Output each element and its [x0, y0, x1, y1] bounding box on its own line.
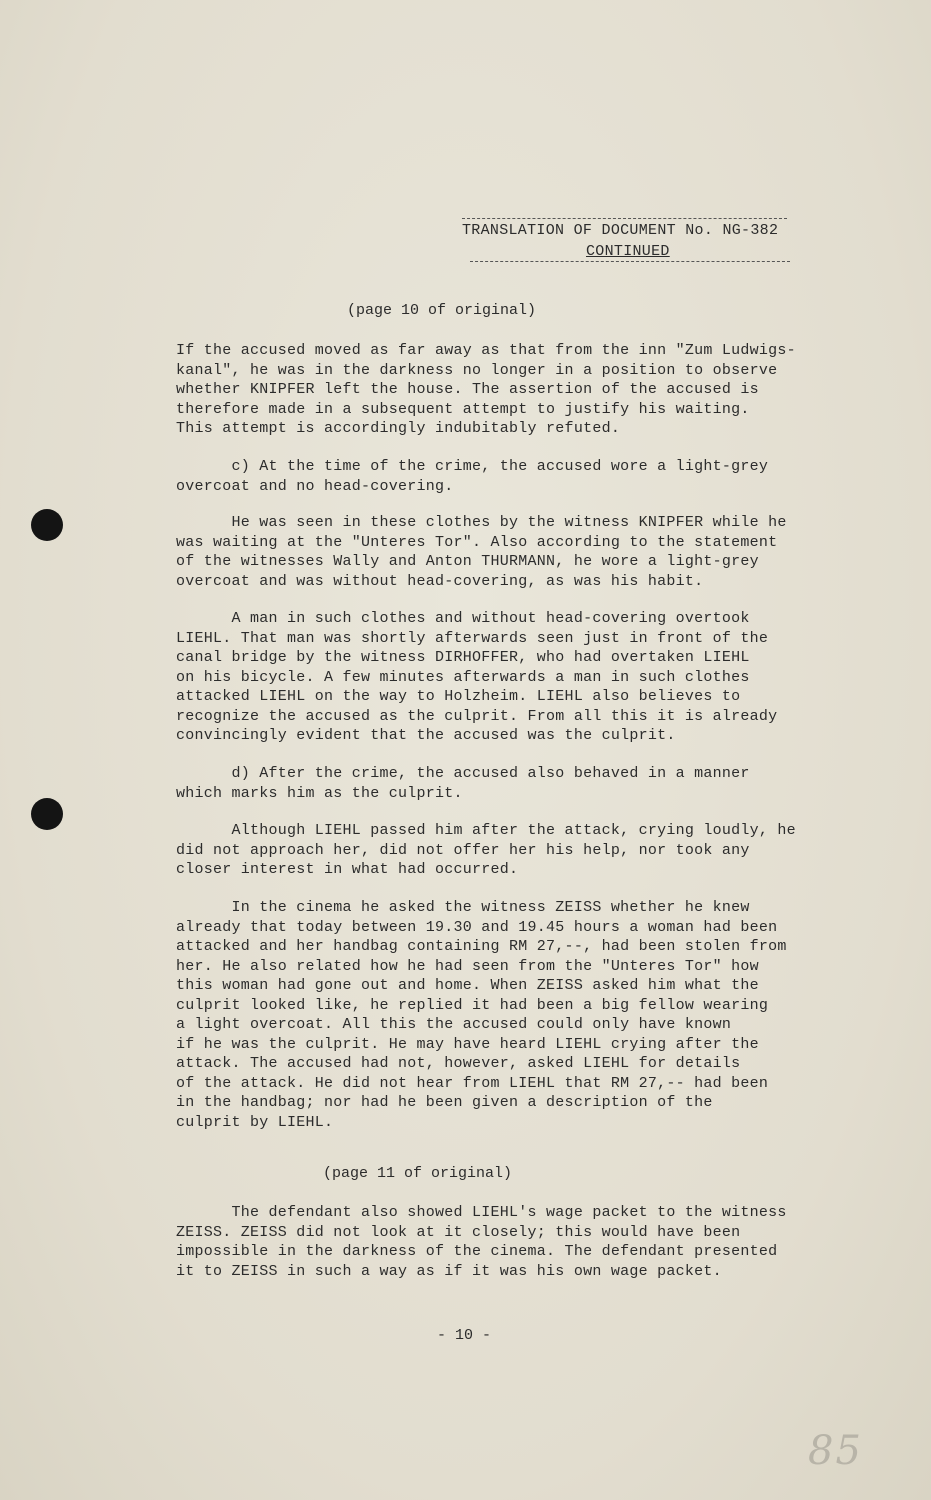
page-reference-11: (page 11 of original): [323, 1165, 513, 1182]
text-line: In the cinema he asked the witness ZEISS whether he knew: [176, 899, 750, 916]
text-line: which marks him as the culprit.: [176, 784, 463, 802]
paragraph-last: [176, 1203, 826, 1281]
text-line: LIEHL. That man was shortly afterwards seen just in front of the: [176, 629, 769, 647]
text-line: canal bridge by the witness DIRHOFFER, who had overtaken LIEHL: [176, 649, 750, 666]
text-line: He was seen in these clothes by the witness KNIPFER while he: [176, 514, 787, 531]
text-line: overcoat and was without head-covering, as was his habit.: [176, 572, 704, 590]
text-line: culprit by LIEHL.: [176, 1113, 334, 1131]
paragraph-3: [176, 513, 826, 591]
text-line: was waiting at the "Unteres Tor". Also according to the statement: [176, 533, 778, 551]
text-line: attack. The accused had not, however, asked LIEHL for details: [176, 1055, 741, 1072]
text-line: whether KNIPFER left the house. The assertion of the accused is: [176, 381, 759, 398]
text-line: it to ZEISS in such a way as if it was his own wage packet.: [176, 1262, 722, 1280]
header-rule-bottom: [470, 261, 790, 262]
document-header: [462, 222, 792, 260]
text-line: did not approach her, did not offer her his help, nor took any: [176, 841, 750, 859]
paragraph-d: [176, 764, 826, 803]
text-line: If the accused moved as far away as that from the inn "Zum Ludwigs-: [176, 342, 796, 359]
paragraph-1: [176, 341, 826, 439]
text-line: convincingly evident that the accused was the culprit.: [176, 727, 676, 744]
text-line: of the attack. He did not hear from LIEHL that RM 27,-- had been: [176, 1074, 769, 1092]
paragraph-6: [176, 821, 826, 880]
punch-hole-bottom: [31, 798, 63, 830]
text-line: recognize the accused as the culprit. From all this it is already: [176, 707, 778, 725]
page-reference-10: (page 10 of original): [347, 302, 537, 319]
text-line: if he was the culprit. He may have heard LIEHL crying after the: [176, 1035, 759, 1053]
text-line: culprit looked like, he replied it had been a big fellow wearing: [176, 996, 769, 1014]
page-number: - 10 -: [437, 1327, 492, 1344]
header-title: TRANSLATION OF DOCUMENT No. NG-382: [462, 222, 779, 239]
punch-hole-top: [31, 509, 63, 541]
paragraph-4: [176, 609, 826, 746]
header-continued: CONTINUED: [586, 243, 670, 260]
text-line: therefore made in a subsequent attempt to justify his waiting.: [176, 400, 750, 418]
text-line: on his bicycle. A few minutes afterwards a man in such clothes: [176, 668, 750, 686]
text-line: A man in such clothes and without head-covering overtook: [176, 610, 750, 627]
text-line: impossible in the darkness of the cinema. The defendant presented: [176, 1243, 778, 1260]
header-rule-top: [462, 218, 787, 219]
text-line: her. He also related how he had seen from the "Unteres Tor" how: [176, 957, 759, 975]
text-line: ZEISS. ZEISS did not look at it closely; this would have been: [176, 1223, 741, 1241]
text-line: attacked and her handbag containing RM 27,--, had been stolen from: [176, 938, 787, 955]
text-line: this woman had gone out and home. When ZEISS asked him what the: [176, 977, 759, 994]
text-line: kanal", he was in the darkness no longer in a position to observe: [176, 361, 778, 379]
text-line: c) At the time of the crime, the accused wore a light-grey: [176, 458, 769, 475]
text-line: Although LIEHL passed him after the attack, crying loudly, he: [176, 822, 796, 839]
paragraph-c: [176, 457, 826, 496]
text-line: in the handbag; nor had he been given a description of the: [176, 1094, 713, 1111]
pencil-page-note: 85: [808, 1428, 863, 1474]
text-line: The defendant also showed LIEHL's wage packet to the witness: [176, 1204, 787, 1221]
text-line: of the witnesses Wally and Anton THURMANN, he wore a light-grey: [176, 553, 759, 570]
text-line: attacked LIEHL on the way to Holzheim. LIEHL also believes to: [176, 688, 741, 705]
text-line: overcoat and no head-covering.: [176, 477, 454, 495]
paragraph-7: [176, 898, 826, 1132]
text-line: d) After the crime, the accused also behaved in a manner: [176, 765, 750, 782]
text-line: This attempt is accordingly indubitably refuted.: [176, 420, 621, 437]
text-line: already that today between 19.30 and 19.45 hours a woman had been: [176, 918, 778, 936]
text-line: closer interest in what had occurred.: [176, 861, 519, 878]
text-line: a light overcoat. All this the accused could only have known: [176, 1016, 732, 1033]
